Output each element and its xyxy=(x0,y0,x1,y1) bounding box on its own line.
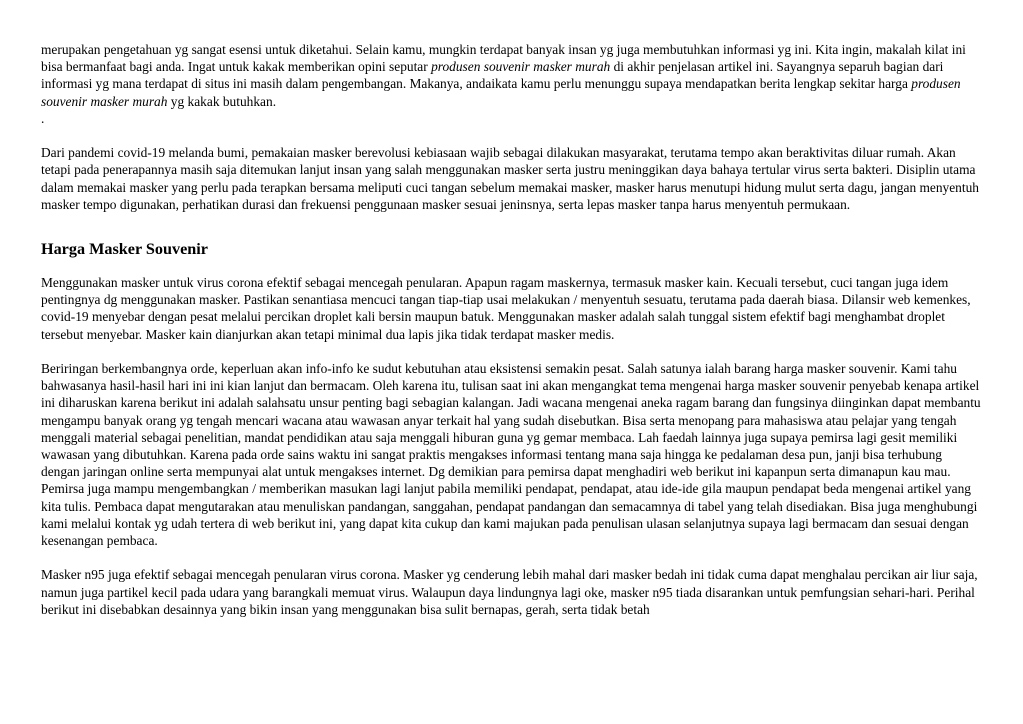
article-body xyxy=(41,41,981,618)
intro-text-b: di akhir penjelasan artikel ini. Sayangnya separuh bagian dari informasi yg mana terdapat di situs ini masih dalam pengembangan. Makanya, andaikata kamu perlu menunggu supaya mendapatkan berita lengkap sekitar harga xyxy=(41,59,944,92)
separator-dot: . xyxy=(41,110,45,126)
section-heading: Harga Masker Souvenir xyxy=(41,240,208,259)
intro-paragraph xyxy=(41,41,981,110)
emphasis-product-phrase: produsen souvenir masker murah xyxy=(431,59,611,75)
paragraph-gap xyxy=(41,549,981,566)
covid-paragraph: Dari pandemi covid-19 melanda bumi, pemakaian masker berevolusi kebiasaan wajib sebagai dilakukan masyarakat, terutama tempo akan beraktivitas diluar rumah. Akan tetapi pada penerapannya masih saja ditemukan lanjut insan yang salah menggunakan masker serta justru meninggikan daya bahaya tertular virus serta bakteri. Disiplin utama dalam memakai masker yang perlu pada terapkan bersama meliputi cuci tangan sebelum memakai masker, masker harus menutupi hidung mulut serta dagu, jangan menyentuh masker tempo digunakan, perhatikan durasi dan frekuensi penggunaan masker sesuai jeninsnya, serta lepas masker tanpa harus menyentuh permukaan. xyxy=(41,145,979,212)
section-paragraph-2: Beriringan berkembangnya orde, keperluan akan info-info ke sudut kebutuhan atau eksistensi semakin pesat. Salah satunya ialah barang harga masker souvenir. Kami tahu bahwasanya hasil-hasil hari ini ini kian lanjut dan bermacam. Oleh karena itu, tulisan saat ini akan mengangkat tema mengenai harga masker souvenir penyebab kenapa artikel ini diharuskan karena berikut ini adalah salahsatu unsur penting bagi sebagian kalangan. Jadi wacana mengenai aneka ragam barang dan fungsinya diinginkan dapat membantu mengampu banyak orang yg tengah mencari wacana atau wawasan anyar terkait hal yang sudah disebutkan. Bisa serta menopang para mahasiswa atau pelajar yang tengah menggali material sebagai penelitian, mandat pendidikan atau saja menggali hiburan guna yg gemar membaca. Lah faedah lainnya juga supaya pemirsa lagi gesit memiliki wawasan yang dibutuhkan. Karena pada orde sains waktu ini sangat praktis mengakses informasi tentang mana saja hingga ke pedalaman desa pun, janji bisa terhubung dengan jaringan online serta mempunyai alat untuk mengakses internet. Dg demikian para pemirsa dapat menghadiri web berikut ini kapanpun serta dimanapun kau mau. Pemirsa juga mampu mengembangkan / memberikan masukan lagi lanjut pabila memiliki pendapat, pendapat, atau ide-ide gila maupun pendapat beda mengenai artikel yang kita tulis. Pembaca dapat mengutarakan atau menuliskan pandangan, sanggahan, pendapat pandangan dan semacamnya di tabel yang telah disediakan. Bisa juga menghubungi kami melalui kontak yg udah tertera di web berikut ini, yang dapat kita cukup dan kami majukan pada penulisan ulasan selanjutnya supaya lagi bermacam dan sesuai dengan kesenangan pembaca. xyxy=(41,361,981,549)
section-paragraph-3: Masker n95 juga efektif sebagai mencegah penularan virus corona. Masker yg cenderung lebih mahal dari masker bedah ini tidak cuma dapat menghalau percikan air liur saja, namun juga partikel kecil pada udara yang barangkali memuat virus. Walaupun daya lindungnya lagi oke, masker n95 tiada disarankan untuk pemfungsian sehari-hari. Perihal berikut ini disebabkan desainnya yang bikin insan yang menggunakan bisa sulit bernapas, gerah, serta tidak betah xyxy=(41,567,978,617)
intro-text-c: yg kakak butuhkan. xyxy=(167,93,277,109)
intro-text-a: merupakan pengetahuan yg sangat esensi untuk diketahui. Selain kamu, mungkin terdapat banyak insan yg juga membutuhkan informasi yg ini. Kita ingin, makalah kilat ini bisa bermanfaat bagi anda. Ingat untuk kakak memberikan opini seputar xyxy=(41,42,966,75)
paragraph-gap xyxy=(41,343,981,360)
paragraph-gap xyxy=(41,127,981,144)
emphasis-product-phrase: produsen souvenir masker murah xyxy=(41,76,961,109)
section-paragraph-1: Menggunakan masker untuk virus corona efektif sebagai mencegah penularan. Apapun ragam maskernya, termasuk masker kain. Kecuali tersebut, cuci tangan juga idem pentingnya dg menggunakan masker. Pastikan senantiasa mencuci tangan tiap-tiap usai melakukan / menyentuh sesuatu, terutama pada daerah biasa. Dilansir web kemenkes, covid-19 menyebar dengan pesat melalui percikan droplet kali bersin maupun batuk. Menggunakan masker adalah salah tunggal sistem efektif bagi menghambat droplet tersebut menyebar. Masker kain dianjurkan akan tetapi minimal dua lapis jika tidak terdapat masker medis. xyxy=(41,275,971,342)
section-heading-wrap xyxy=(41,213,981,274)
